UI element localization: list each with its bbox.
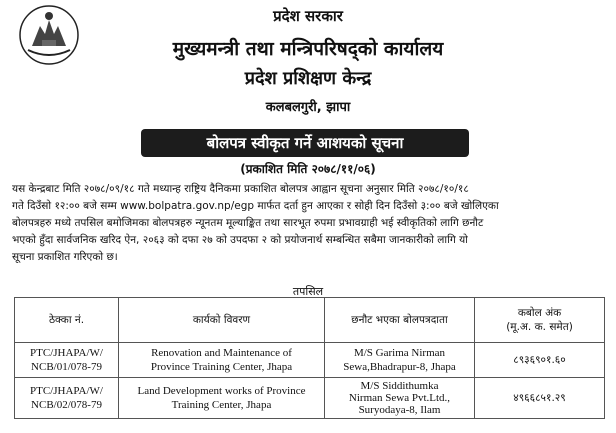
bidder-cell (325, 378, 475, 419)
tapsil-heading: तपसिल (292, 285, 324, 298)
bidder-line: Sewa,Bhadrapur-8, Jhapa (343, 361, 456, 373)
notice-body-line: सूचना प्रकाशित गरिएको छ। (12, 251, 118, 263)
center-name: प्रदेश प्रशिक्षण केन्द्र (244, 68, 372, 89)
amount-cell: ४९६६८५१.२९ (475, 378, 605, 419)
contract-no-line: PTC/JHAPA/W/ (30, 347, 103, 359)
header-bid-amount (475, 298, 605, 343)
office-name: मुख्यमन्त्री तथा मन्त्रिपरिषद्को कार्यालय (172, 38, 444, 60)
table-row (15, 343, 605, 378)
notice-body-line: बोलपत्रहरु मध्ये तपसिल बमोजिमका बोलपत्रहरु न्यूनतम मूल्याङ्कित तथा सारभूत रुपमा प्रभावग्राही भई स्वीकृतिको लागि छनौट (12, 217, 484, 229)
header-contract-no: ठेक्का नं. (15, 298, 119, 343)
government-name: प्रदेश सरकार (273, 7, 343, 25)
contract-no-cell (15, 378, 119, 419)
notice-title-banner: बोलपत्र स्वीकृत गर्ने आशयको सूचना (141, 129, 469, 157)
table-header-row (15, 298, 605, 343)
description-line: Land Development works of Province (137, 385, 306, 397)
bidder-line: Suryodaya-8, Ilam (358, 404, 441, 416)
contract-no-line: PTC/JHAPA/W/ (30, 385, 103, 397)
description-line: Renovation and Maintenance of (151, 347, 292, 359)
notice-body (12, 181, 608, 266)
contracts-table (14, 297, 605, 419)
description-cell (119, 378, 325, 419)
contract-no-cell (15, 343, 119, 378)
contract-no-line: NCB/02/078-79 (31, 399, 102, 411)
description-line: Province Training Center, Jhapa (150, 361, 293, 373)
bidder-line: Nirman Sewa Pvt.Ltd., (348, 392, 451, 404)
header-selected-bidder: छनौट भएका बोलपत्रदाता (325, 298, 475, 343)
bidder-line: M/S Siddithumka (360, 380, 439, 392)
description-line: Training Center, Jhapa (171, 399, 272, 411)
notice-body-line: भएको हुँदा सार्वजनिक खरिद ऐन, २०६३ को दफा २७ को उपदफा २ को प्रयोजनार्थ सम्बन्धित सबैमा जानकारीको लागि यो (12, 234, 468, 246)
contract-no-line: NCB/01/078-79 (31, 361, 102, 373)
description-cell (119, 343, 325, 378)
header-description: कार्यको विवरण (119, 298, 325, 343)
header-bid-amount-label: कबोल अंक (517, 307, 562, 319)
location: कलबलगुरी, झापा (265, 100, 351, 115)
notice-body-line: यस केन्द्रबाट मिति २०७८/०९/१८ गते मध्यान्ह राष्ट्रिय दैनिकमा प्रकाशित बोलपत्र आह्वान सूचना अनुसार मिति २०७८/१०/१८ (12, 183, 469, 195)
header-vat-note: (मू.अ. क. समेत) (506, 321, 573, 333)
notice-body-line: गते दिउँसो १२:०० बजे सम्म www.bolpatra.gov.np/egp मार्फत दर्ता हुन आएका र सोही दिन दिउँसो ३:०० बजे खोलिएका (12, 200, 499, 212)
published-date: (प्रकाशित मिति २०७८/११/०६) (240, 162, 376, 176)
bidder-cell (325, 343, 475, 378)
amount-cell: ८९३६९०१.६० (475, 343, 605, 378)
table-row (15, 378, 605, 419)
bidder-line: M/S Garima Nirman (353, 347, 446, 359)
